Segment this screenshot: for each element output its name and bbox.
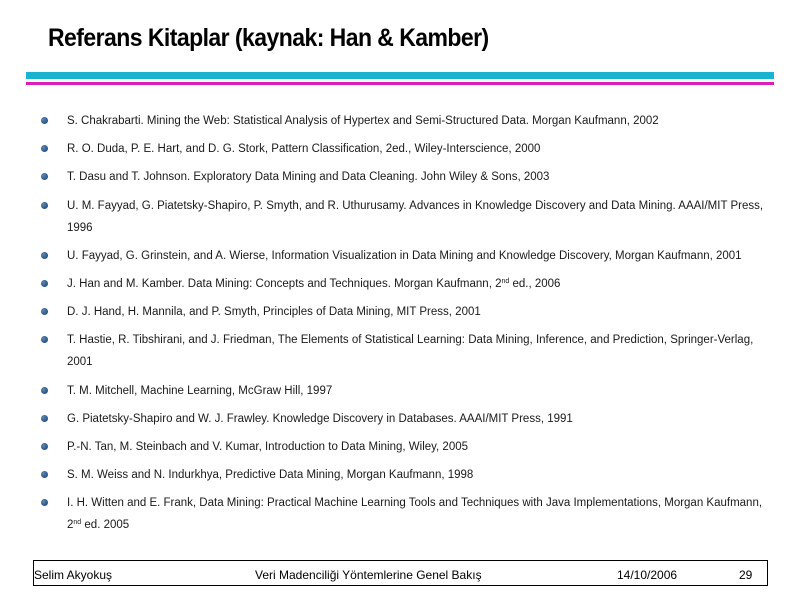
reference-text-tail: ed., 2006: [509, 277, 561, 290]
reference-item: [40, 408, 775, 430]
reference-text: [67, 497, 762, 531]
reference-text: T. Dasu and T. Johnson. Exploratory Data Mining and Data Cleaning. John Wiley & Sons, 2003: [67, 171, 550, 184]
reference-item: [40, 195, 775, 239]
round-bullet-icon: [41, 415, 48, 422]
footer-author: Selim Akyokuş: [34, 568, 113, 582]
round-bullet-icon: [41, 336, 48, 343]
footer-page-number: 29: [739, 568, 753, 582]
round-bullet-icon: [41, 173, 48, 180]
edition-superscript: nd: [73, 519, 82, 527]
reference-item: [40, 492, 775, 536]
reference-text-main: I. H. Witten and E. Frank, Data Mining: Practical Machine Learning Tools and Techniques with Java Implementations, Morgan Kaufmann, 2: [67, 497, 763, 532]
reference-text: G. Piatetsky-Shapiro and W. J. Frawley. Knowledge Discovery in Databases. AAAI/MIT Press, 1991: [67, 412, 573, 425]
round-bullet-icon: [41, 145, 48, 152]
reference-text: T. Hastie, R. Tibshirani, and J. Friedman, The Elements of Statistical Learning: Data Mining, Inference, and Prediction, Springer-Verlag, 2001: [67, 334, 754, 369]
footer-course-title: Veri Madenciliği Yöntemlerine Genel Bakış: [255, 568, 482, 582]
reference-item: [40, 301, 775, 323]
slide-footer: [33, 560, 768, 586]
reference-text: [67, 278, 560, 290]
round-bullet-icon: [41, 117, 48, 124]
reference-text: R. O. Duda, P. E. Hart, and D. G. Stork, Pattern Classification, 2ed., Wiley-Interscience, 2000: [67, 143, 541, 156]
reference-item: [40, 138, 775, 160]
footer-date: 14/10/2006: [617, 568, 678, 582]
slide-title: Referans Kitaplar (kaynak: Han & Kamber): [48, 24, 489, 52]
reference-list: [40, 110, 775, 542]
reference-text-main: J. Han and M. Kamber. Data Mining: Concepts and Techniques. Morgan Kaufmann, 2: [67, 277, 502, 290]
reference-item: [40, 273, 775, 295]
reference-text-tail: ed. 2005: [81, 519, 130, 532]
reference-text: S. M. Weiss and N. Indurkhya, Predictive Data Mining, Morgan Kaufmann, 1998: [67, 469, 474, 482]
reference-text: U. Fayyad, G. Grinstein, and A. Wierse, Information Visualization in Data Mining and Knowledge Discovery, Morgan Kaufmann, 2001: [67, 249, 742, 262]
round-bullet-icon: [41, 280, 48, 287]
round-bullet-icon: [41, 252, 48, 259]
reference-item: [40, 166, 775, 188]
reference-text: D. J. Hand, H. Mannila, and P. Smyth, Principles of Data Mining, MIT Press, 2001: [67, 306, 481, 319]
round-bullet-icon: [41, 499, 48, 506]
round-bullet-icon: [41, 387, 48, 394]
edition-superscript: nd: [501, 277, 510, 285]
round-bullet-icon: [41, 471, 48, 478]
title-rule-magenta: [26, 82, 774, 85]
reference-text: S. Chakrabarti. Mining the Web: Statistical Analysis of Hypertex and Semi-Structured Data. Morgan Kaufmann, 2002: [67, 115, 659, 127]
round-bullet-icon: [41, 202, 48, 209]
reference-text: P.-N. Tan, M. Steinbach and V. Kumar, Introduction to Data Mining, Wiley, 2005: [67, 440, 469, 453]
reference-item: [40, 436, 775, 458]
round-bullet-icon: [41, 443, 48, 450]
reference-item: [40, 380, 775, 402]
round-bullet-icon: [41, 308, 48, 315]
reference-text: T. M. Mitchell, Machine Learning, McGraw Hill, 1997: [67, 384, 333, 397]
reference-item: [40, 464, 775, 486]
reference-item: [40, 245, 775, 267]
title-rule-cyan: [26, 72, 774, 79]
reference-text: U. M. Fayyad, G. Piatetsky-Shapiro, P. Smyth, and R. Uthurusamy. Advances in Knowledge Discovery and Data Mining. AAAI/MIT Press, 1996: [67, 199, 764, 234]
reference-item: [40, 329, 775, 373]
reference-item: [40, 110, 775, 132]
